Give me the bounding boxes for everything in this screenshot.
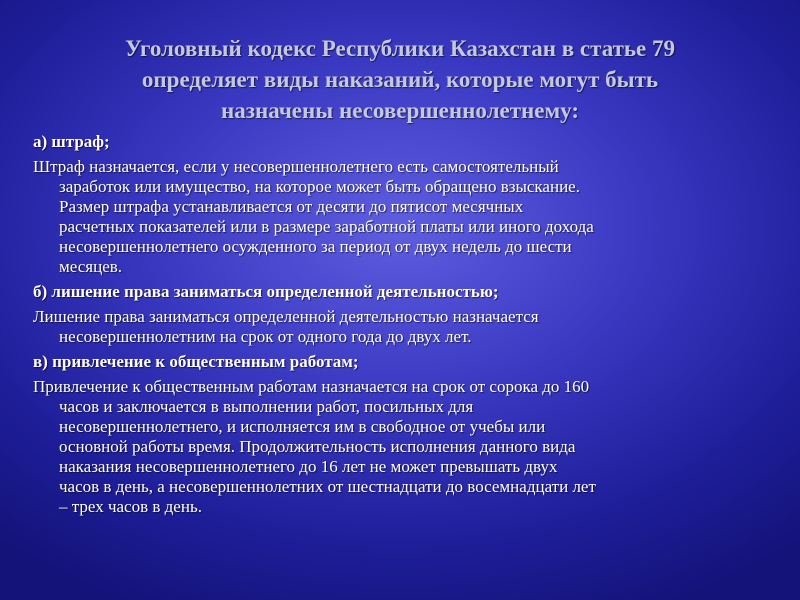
- section-text-public-works: [33, 377, 778, 517]
- text-line: расчетных показателей или в размере заработной платы или иного дохода: [59, 217, 594, 236]
- title-line: Уголовный кодекс Республики Казахстан в статье 79: [124, 36, 676, 61]
- text-line: – трех часов в день.: [59, 497, 202, 516]
- section-text-fine: [33, 157, 778, 277]
- title-line: определяет виды наказаний, которые могут быть: [141, 67, 659, 92]
- text-line: несовершеннолетнего осужденного за период от двух недель до шести: [59, 237, 572, 256]
- title-line: назначены несовершеннолетнему:: [221, 98, 579, 123]
- text-line: несовершеннолетнего, и исполняется им в свободное от учебы или: [59, 417, 546, 436]
- text-line: основной работы время. Продолжительность исполнения данного вида: [59, 437, 576, 456]
- text-line: несовершеннолетним на срок от одного года до двух лет.: [59, 327, 472, 346]
- text-line: заработок или имущество, на которое может быть обращено взыскание.: [59, 177, 580, 196]
- slide-title: [40, 33, 760, 126]
- slide-body: [33, 131, 778, 521]
- text-line: Размер штрафа устанавливается от десяти до пятисот месячных: [59, 197, 524, 216]
- text-line: часов и заключается в выполнении работ, посильных для: [59, 397, 474, 416]
- section-heading-fine: а) штраф;: [33, 132, 110, 151]
- text-line: наказания несовершеннолетнего до 16 лет не может превышать двух: [59, 457, 558, 476]
- section-heading-public-works: в) привлечение к общественным работам;: [33, 352, 359, 371]
- text-line: Привлечение к общественным работам назначается на срок от сорока до 160: [33, 377, 590, 396]
- section-heading-deprivation: б) лишение права заниматься определенной деятельностью;: [33, 282, 499, 301]
- text-line: месяцев.: [59, 257, 123, 276]
- text-line: часов в день, а несовершеннолетних от шестнадцати до восемнадцати лет: [59, 477, 596, 496]
- text-line: Штраф назначается, если у несовершеннолетнего есть самостоятельный: [33, 157, 559, 176]
- section-text-deprivation: [33, 307, 778, 347]
- text-line: Лишение права заниматься определенной деятельностью назначается: [33, 307, 539, 326]
